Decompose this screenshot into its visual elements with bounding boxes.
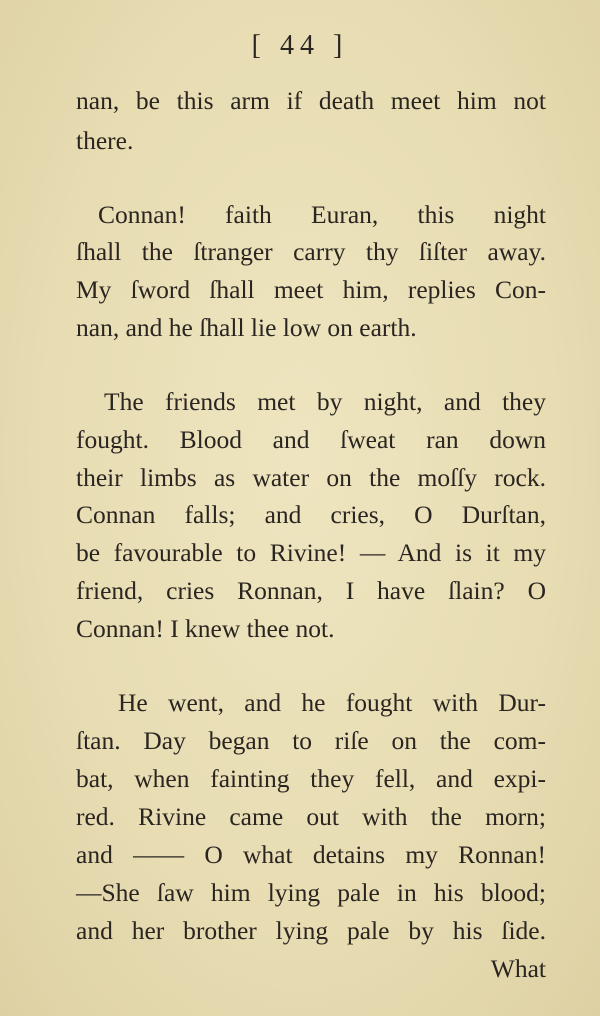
text-line-5: My ſword ſhall meet him, replies Con- xyxy=(76,275,546,304)
text-line-17: red. Rivine came out with the morn; xyxy=(76,802,546,831)
catchword: What xyxy=(490,954,546,983)
text-line-19: —She ſaw him lying pale in his blood; xyxy=(76,878,546,907)
text-line-15: ſtan. Day began to riſe on the com- xyxy=(76,726,546,755)
text-line-14: He went, and he fought with Dur- xyxy=(118,688,546,717)
text-line-9: their limbs as water on the moſſy rock. xyxy=(76,463,546,492)
page-number-header: [ 44 ] xyxy=(251,30,349,61)
text-line-6: nan, and he ſhall lie low on earth. xyxy=(76,313,417,342)
text-line-16: bat, when fainting they fell, and expi- xyxy=(76,764,546,793)
text-line-3: Connan! faith Euran, this night xyxy=(98,200,546,229)
text-line-13: Connan! I knew thee not. xyxy=(76,614,335,643)
text-line-1: nan, be this arm if death meet him not xyxy=(76,86,546,115)
text-line-11: be favourable to Rivine! — And is it my xyxy=(76,538,546,567)
text-line-18: and —— O what detains my Ronnan! xyxy=(76,840,546,869)
text-line-20: and her brother lying pale by his ſide. xyxy=(76,916,546,945)
text-line-10: Connan falls; and cries, O Durſtan, xyxy=(76,500,546,529)
text-line-4: ſhall the ſtranger carry thy ſiſter away. xyxy=(76,237,546,266)
text-line-7: The friends met by night, and they xyxy=(104,387,546,416)
text-line-12: friend, cries Ronnan, I have ſlain? O xyxy=(76,576,546,605)
text-line-2: there. xyxy=(76,126,134,155)
text-line-8: fought. Blood and ſweat ran down xyxy=(76,425,546,454)
